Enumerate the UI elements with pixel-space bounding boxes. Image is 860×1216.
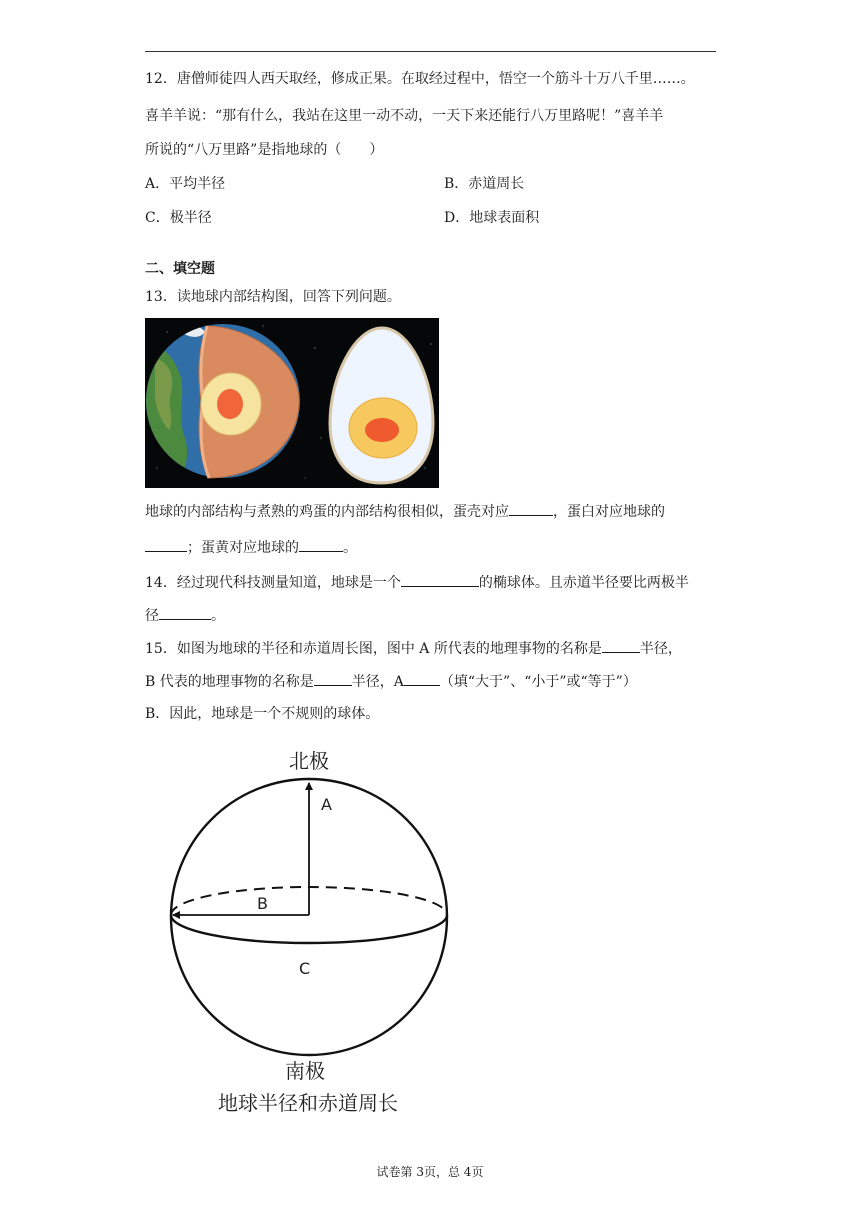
blank-a-name[interactable] <box>602 637 640 653</box>
q13-text-4: 。 <box>343 540 357 556</box>
q15-line-3: B．因此，地球是一个不规则的球体。 <box>145 706 380 722</box>
q15-text-1: 15．如图为地球的半径和赤道周长图，图中 A 所代表的地理事物的名称是 <box>145 641 602 657</box>
blank-egg-yolk[interactable] <box>299 536 343 552</box>
q14-text-3: 径 <box>145 608 159 624</box>
q15-text-5: （填“大于”、“小于”或“等于”） <box>439 674 637 690</box>
q12-line-2: 喜羊羊说：“那有什么，我站在这里一动不动，一天下来还能行八万里路呢！”喜羊羊 <box>145 108 664 124</box>
q13-text-2: ，蛋白对应地球的 <box>553 504 665 520</box>
q15-line-2 <box>145 670 637 692</box>
q13-line-1 <box>145 500 665 522</box>
q15-line-1 <box>145 637 682 659</box>
south-pole-label: 南极 <box>285 1059 325 1083</box>
q14-line-1 <box>145 571 689 593</box>
label-a: A <box>321 795 332 814</box>
q12-line-1: 12．唐僧师徒四人西天取经，修成正果。在取经过程中，悟空一个筋斗十万八千里……。 <box>145 71 695 87</box>
page-footer: 试卷第 3页，总 4页 <box>376 1165 484 1179</box>
q12-option-d: D．地球表面积 <box>444 210 540 226</box>
q13-text-3: ；蛋黄对应地球的 <box>187 540 299 556</box>
q15-text-3: B 代表的地理事物的名称是 <box>145 674 314 690</box>
q13-stem: 13．读地球内部结构图，回答下列问题。 <box>145 289 401 305</box>
figure-caption: 地球半径和赤道周长 <box>218 1091 398 1115</box>
q12-option-b: B．赤道周长 <box>444 176 525 192</box>
q13-text-1: 地球的内部结构与煮熟的鸡蛋的内部结构很相似，蛋壳对应 <box>145 504 509 520</box>
q13-line-2 <box>145 536 357 558</box>
blank-ellipsoid-type[interactable] <box>401 571 479 587</box>
header-rule <box>145 51 716 52</box>
q14-text-2: 的椭球体。且赤道半径要比两极半 <box>478 575 689 591</box>
blank-eggshell[interactable] <box>509 500 553 516</box>
earth-radius-figure <box>145 742 455 1122</box>
q12-line-3: 所说的“八万里路”是指地球的（ ） <box>145 142 384 158</box>
q14-text-4: 。 <box>211 608 225 624</box>
label-c: C <box>299 959 311 978</box>
label-b: B <box>257 894 268 913</box>
blank-egg-white[interactable] <box>145 536 187 552</box>
q15-text-4: 半径，A <box>351 674 404 690</box>
q14-text-1: 14．经过现代科技测量知道，地球是一个 <box>145 575 401 591</box>
blank-a-vs-b[interactable] <box>404 670 440 686</box>
q14-line-2 <box>145 604 225 626</box>
blank-radius-compare[interactable] <box>159 604 211 620</box>
blank-b-name[interactable] <box>314 670 352 686</box>
section-title: 二、填空题 <box>145 261 215 277</box>
q12-option-c: C．极半径 <box>145 210 212 226</box>
north-pole-label: 北极 <box>289 749 329 773</box>
q12-option-a: A．平均半径 <box>145 176 226 192</box>
q15-text-2: 半径， <box>639 641 682 657</box>
equator-front <box>171 915 447 943</box>
earth-egg-image <box>145 318 439 488</box>
